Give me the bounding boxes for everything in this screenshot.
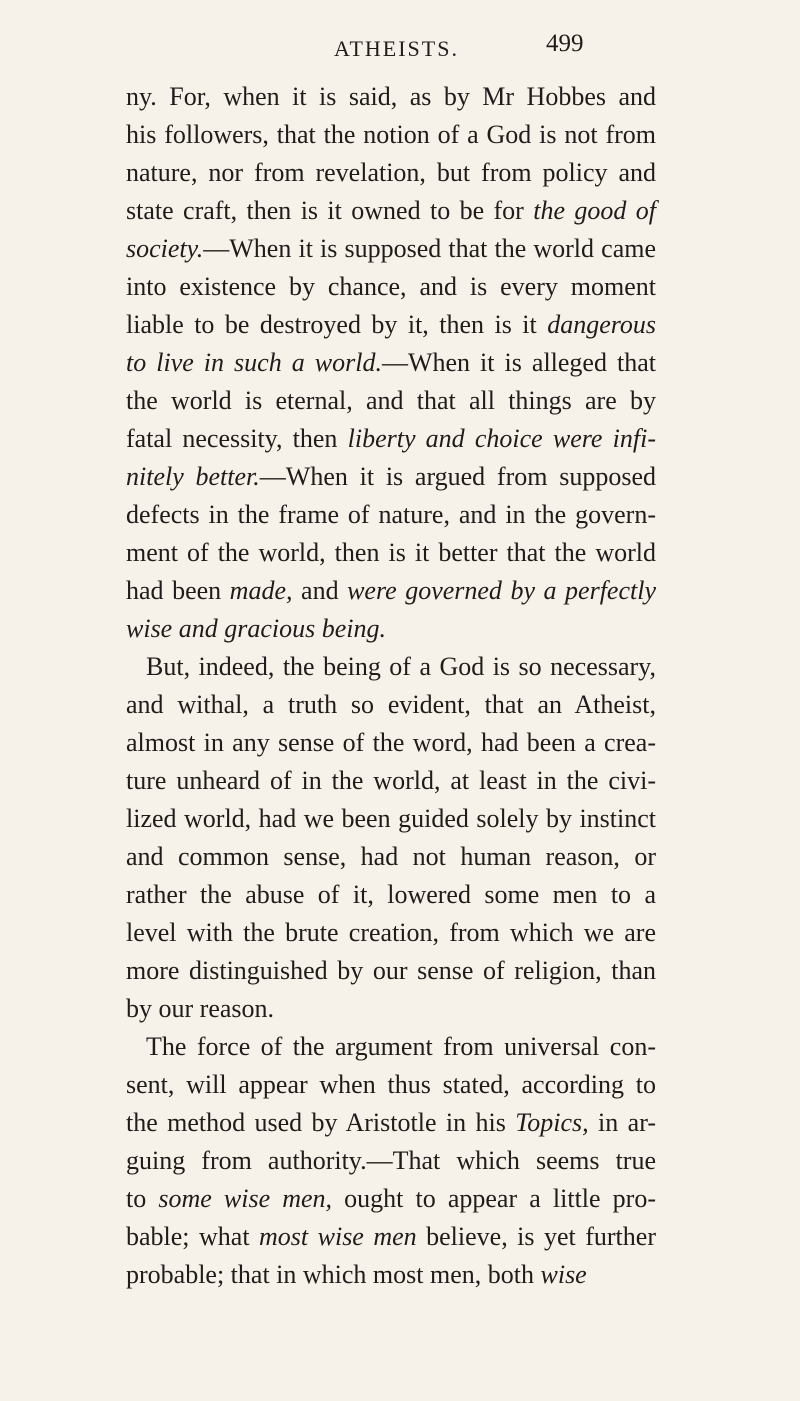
- text-run: —When it is supposed that the world came: [203, 234, 656, 263]
- running-title: ATHEISTS.: [334, 36, 459, 61]
- italic-text: made,: [229, 576, 293, 605]
- text-line: [126, 458, 656, 496]
- text-run: The force of the argument from universal con-: [146, 1032, 656, 1061]
- text-run: into existence by chance, and is every moment: [126, 272, 656, 301]
- text-run: But, indeed, the being of a God is so necessary,: [146, 652, 656, 681]
- text-run: believe, is yet further: [416, 1222, 656, 1251]
- text-line: [126, 344, 656, 382]
- text-line: [126, 534, 656, 572]
- text-line: [126, 1142, 656, 1180]
- text-line: [126, 724, 656, 762]
- text-run: guing from authority.—That which seems true: [126, 1146, 656, 1175]
- text-line: [126, 610, 656, 648]
- text-line: [126, 1218, 656, 1256]
- text-line: [126, 268, 656, 306]
- running-head: [0, 20, 800, 70]
- text-run: ture unheard of in the world, at least in the civi-: [126, 766, 656, 795]
- text-run: his followers, that the notion of a God is not from: [126, 120, 656, 149]
- text-run: and withal, a truth so evident, that an Atheist,: [126, 690, 656, 719]
- italic-text: nitely better.: [126, 462, 260, 491]
- text-line: [126, 1104, 656, 1142]
- text-run: and common sense, had not human reason, or: [126, 842, 656, 871]
- text-line: [126, 116, 656, 154]
- italic-text: wise and gracious being.: [126, 614, 386, 643]
- text-run: bable; what: [126, 1222, 260, 1251]
- italic-text: liberty and choice were infi-: [347, 424, 656, 453]
- italic-text: wise: [540, 1260, 587, 1289]
- text-run: had been: [126, 576, 230, 605]
- text-line: [126, 154, 656, 192]
- text-line: [146, 1028, 656, 1066]
- page-number: 499: [546, 30, 584, 57]
- text-run: liable to be destroyed by it, then is it: [126, 310, 548, 339]
- text-line: [126, 192, 656, 230]
- text-run: fatal necessity, then: [126, 424, 348, 453]
- text-line: [126, 1256, 656, 1294]
- text-line: [126, 838, 656, 876]
- text-run: state craft, then is it owned to be for: [126, 196, 534, 225]
- text-line: [126, 914, 656, 952]
- text-run: level with the brute creation, from which we are: [126, 918, 656, 947]
- text-line: [126, 420, 656, 458]
- text-run: ny. For, when it is said, as by Mr Hobbes and: [126, 82, 656, 111]
- text-run: ought to appear a little pro-: [332, 1184, 656, 1213]
- text-line: [126, 306, 656, 344]
- italic-text: some wise men,: [158, 1184, 333, 1213]
- text-line: [126, 686, 656, 724]
- text-line: [126, 572, 656, 610]
- text-line: [126, 78, 656, 116]
- italic-text: society.: [126, 234, 204, 263]
- text-run: nature, nor from revelation, but from policy and: [126, 158, 656, 187]
- text-run: the method used by Aristotle in his: [126, 1108, 516, 1137]
- text-line: [146, 648, 656, 686]
- text-line: [126, 800, 656, 838]
- italic-text: were governed by a perfectly: [347, 576, 656, 605]
- text-line: [126, 876, 656, 914]
- text-line: [126, 230, 656, 268]
- text-line: [126, 1066, 656, 1104]
- text-line: [126, 496, 656, 534]
- text-run: in ar-: [588, 1108, 656, 1137]
- text-run: —When it is alleged that: [381, 348, 656, 377]
- text-line: [126, 1180, 656, 1218]
- italic-text: most wise men: [259, 1222, 417, 1251]
- text-run: by our reason.: [126, 994, 275, 1023]
- text-run: ment of the world, then is it better that the world: [126, 538, 656, 567]
- italic-text: to live in such a world.: [126, 348, 382, 377]
- text-run: rather the abuse of it, lowered some men to a: [126, 880, 656, 909]
- text-line: [126, 382, 656, 420]
- text-run: almost in any sense of the word, had been a crea-: [126, 728, 656, 757]
- text-line: [126, 762, 656, 800]
- text-line: [126, 990, 656, 1028]
- italic-text: Topics,: [515, 1108, 589, 1137]
- text-line: [126, 952, 656, 990]
- text-run: defects in the frame of nature, and in the govern-: [126, 500, 656, 529]
- text-run: and: [292, 576, 348, 605]
- text-run: more distinguished by our sense of religion, than: [126, 956, 656, 985]
- text-run: the world is eternal, and that all things are by: [126, 386, 656, 415]
- italic-text: dangerous: [547, 310, 656, 339]
- italic-text: the good of: [533, 196, 656, 225]
- text-run: to: [126, 1184, 159, 1213]
- text-run: probable; that in which most men, both: [126, 1260, 541, 1289]
- text-run: —When it is argued from supposed: [259, 462, 656, 491]
- text-run: sent, will appear when thus stated, according to: [126, 1070, 656, 1099]
- text-run: lized world, had we been guided solely by instinct: [126, 804, 656, 833]
